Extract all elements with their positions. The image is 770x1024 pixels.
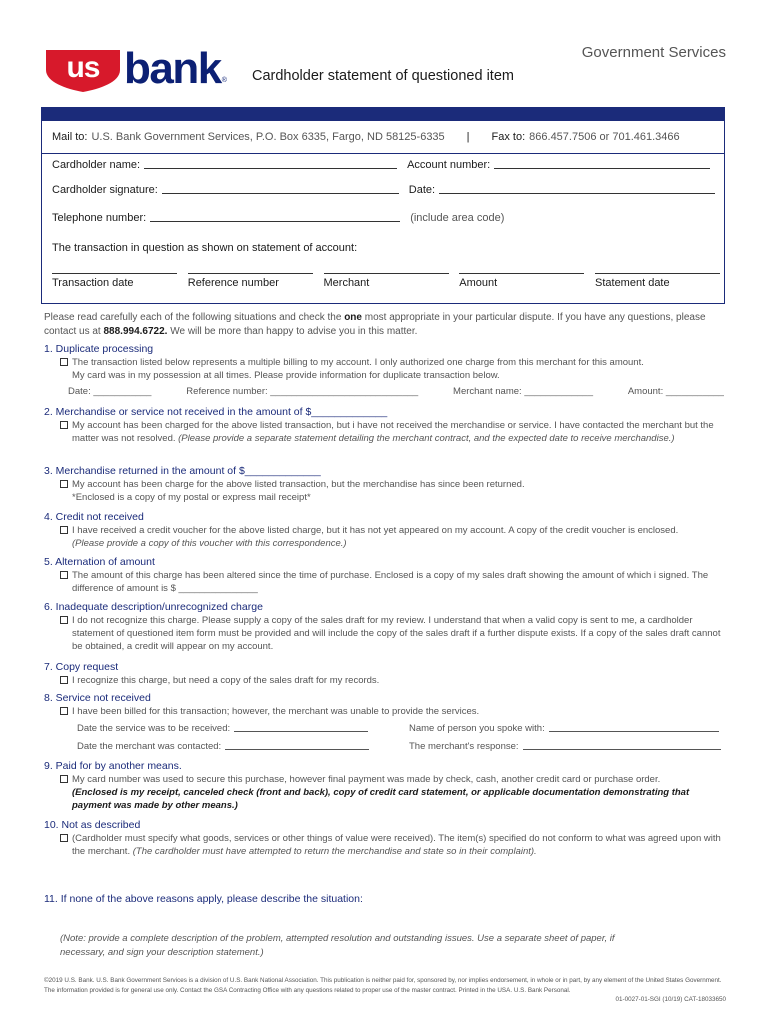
duplicate-date-field[interactable]: Date: ___________: [68, 386, 152, 397]
logo-bank-wordmark: bank: [124, 44, 221, 93]
reason-checkbox[interactable]: [60, 616, 68, 624]
service-received-row: [77, 723, 374, 734]
reason-checkbox[interactable]: [60, 421, 68, 429]
duplicate-reference-field[interactable]: Reference number: ____________________________: [186, 386, 419, 397]
reason-body: [60, 524, 728, 550]
transaction-columns: [52, 273, 720, 289]
person-spoke-field[interactable]: [549, 731, 719, 732]
person-spoke-row: [409, 723, 725, 734]
area-code-note: (include area code): [410, 212, 505, 224]
duplicate-merchant-field[interactable]: Merchant name: _____________: [453, 386, 593, 397]
row-telephone: [52, 212, 718, 224]
reason-italic-text: (Please provide a copy of this voucher with this correspondence.): [72, 538, 347, 549]
account-number-field[interactable]: [494, 168, 710, 169]
page-title: Cardholder statement of questioned item: [252, 68, 514, 84]
reason-text: I recognize this charge, but need a copy of the sales draft for my records.: [72, 675, 380, 686]
reason-title: 4. Credit not received: [44, 511, 144, 523]
footer-line-1: ©2019 U.S. Bank. U.S. Bank Government Services is a division of U.S. Bank National Association. This publication is neither paid for, sponsored by, nor implies endorsement, in whole or in part, by any element of the United States Government.: [44, 977, 722, 984]
reason-checkbox[interactable]: [60, 526, 68, 534]
fax-number: 866.457.7506 or 701.461.3466: [529, 131, 680, 143]
cardholder-form: [41, 107, 725, 304]
merchant-response-row: [409, 741, 727, 752]
service-received-field[interactable]: [234, 731, 368, 732]
registered-mark: ®: [221, 77, 227, 84]
reason-text-2: *Enclosed is a copy of my postal or express mail receipt*: [72, 492, 311, 503]
mail-separator: |: [466, 131, 470, 143]
reason-checkbox[interactable]: [60, 676, 68, 684]
reason-text: My card number was used to secure this purchase, however final payment was made by check, cash, another credit card or purchase order.: [72, 774, 661, 785]
date-field[interactable]: [439, 193, 715, 194]
reason-merchandise-returned: [44, 464, 728, 504]
merchant-contacted-label: Date the merchant was contacted:: [77, 741, 222, 752]
transaction-date-column[interactable]: Transaction date: [52, 273, 177, 289]
telephone-field[interactable]: [150, 221, 400, 222]
reason-alteration-of-amount: [44, 555, 728, 595]
transaction-heading: The transaction in question as shown on statement of account:: [52, 242, 358, 254]
reason-checkbox[interactable]: [60, 834, 68, 842]
svg-text:us: us: [66, 51, 100, 84]
reason-title: 7. Copy request: [44, 661, 119, 673]
reason-paid-other-means: [44, 759, 728, 812]
reason-copy-request: [44, 660, 728, 687]
reason-checkbox[interactable]: [60, 480, 68, 488]
reason-text: My account has been charge for the above listed transaction, but the merchandise has since been returned.: [72, 479, 525, 490]
reference-number-column[interactable]: Reference number: [188, 273, 313, 289]
intro-text-b: most appropriate in your particular dispute. If you have any questions, please contact us at: [44, 312, 706, 337]
reason-note-text: (Note: provide a complete description of the problem, attempted resolution and outstanding issues. Use a separate sheet of paper, if necessary, and sign your description statement.): [60, 933, 615, 958]
merchant-column[interactable]: Merchant: [324, 273, 449, 289]
us-shield-icon: [44, 46, 122, 92]
reason-title: 2. Merchandise or service not received in the amount of $_____________: [44, 406, 388, 418]
us-bank-logo: [44, 46, 227, 92]
reason-title: 6. Inadequate description/unrecognized charge: [44, 601, 263, 613]
form-code: 01-0027-01-SGI (10/19) CAT-18033650: [615, 996, 726, 1003]
telephone-label: Telephone number:: [52, 212, 147, 224]
intro-text-c: We will be more than happy to advise you in this matter.: [167, 325, 418, 337]
reason-title: 1. Duplicate processing: [44, 343, 154, 355]
reason-credit-not-received: [44, 510, 728, 550]
reason-text: I have received a credit voucher for the above listed charge, but it has not yet appeared on my account. A copy of the credit voucher is enclosed.: [72, 525, 679, 536]
merchant-response-field[interactable]: [523, 749, 721, 750]
reason-text: (Cardholder must specify what goods, services or other things of value were received). The item(s) specified do not conform to what was agreed upon with the merchant.: [72, 833, 721, 857]
instructions-paragraph: [44, 311, 728, 338]
person-spoke-label: Name of person you spoke with:: [409, 723, 545, 734]
contact-phone: 888.994.6722.: [103, 325, 168, 337]
reason-text: My account has been charged for the above listed transaction, but i have not received the merchandise or service. I have contacted the merchant but the matter was not resolved.: [72, 420, 714, 444]
fax-to-label: Fax to:: [491, 131, 526, 143]
duplicate-amount-field[interactable]: Amount: ___________: [627, 386, 724, 397]
cardholder-name-field[interactable]: [144, 168, 397, 169]
reason-checkbox[interactable]: [60, 358, 68, 366]
reason-text-2: My card was in my possession at all times. Please provide information for duplicate transaction below.: [72, 370, 500, 381]
reason-text: The transaction listed below represents a multiple billing to my account. I only authorized one charge from this merchant for this amount.: [72, 357, 644, 368]
service-received-label: Date the service was to be received:: [77, 723, 231, 734]
reason-checkbox[interactable]: [60, 707, 68, 715]
date-label: Date:: [408, 184, 436, 196]
reason-title: 9. Paid for by another means.: [44, 760, 182, 772]
row-name-account: [52, 159, 718, 171]
reason-other: [44, 892, 728, 906]
reason-merchandise-not-received: [44, 405, 728, 445]
reason-body: [60, 832, 728, 858]
reason-body: [60, 674, 728, 687]
form-header-bar: [42, 108, 724, 121]
reason-text: I have been billed for this transaction; however, the merchant was unable to provide the services.: [72, 706, 480, 717]
account-number-label: Account number:: [407, 159, 491, 171]
intro-bold-one: one: [344, 312, 362, 323]
reason-unrecognized-charge: [44, 600, 728, 653]
merchant-contacted-row: [77, 741, 375, 752]
merchant-response-label: The merchant's response:: [409, 741, 519, 752]
mail-to-address: U.S. Bank Government Services, P.O. Box 6335, Fargo, ND 58125-6335: [91, 131, 445, 143]
reason-checkbox[interactable]: [60, 775, 68, 783]
reason-title: 11. If none of the above reasons apply, please describe the situation:: [44, 893, 363, 905]
signature-field[interactable]: [162, 193, 399, 194]
duplicate-fill-row: [68, 386, 724, 397]
statement-date-column[interactable]: Statement date: [595, 273, 720, 289]
reason-title: 10. Not as described: [44, 819, 141, 831]
reason-body: [60, 773, 728, 812]
reason-body: [60, 569, 728, 595]
reason-text: I do not recognize this charge. Please supply a copy of the sales draft for my review. I understand that when a valid copy is sent to me, a cardholder statement of questioned item form must be provided and will include the copy of the sales draft if a further dispute exists. If a copy of the sales draft cannot be obtained, a credit will appear on my account.: [72, 615, 721, 652]
reason-service-not-received: [44, 691, 728, 718]
reason-text: The amount of this charge has been altered since the time of purchase. Enclosed is a copy of my sales draft showing the amount of which i signed. The difference of amount is $ _______________: [72, 570, 709, 594]
government-services-title: Government Services: [581, 44, 726, 61]
reason-body: [60, 419, 728, 445]
reason-bold-italic-text: (Enclosed is my receipt, canceled check (front and back), copy of credit card statement, or applicable documentation demonstrating that payment was made by other means.): [72, 787, 690, 811]
reason-italic-text: (Please provide a separate statement detailing the merchant contract, and the expected date to receive merchandise.): [178, 433, 675, 444]
reason-duplicate-processing: [44, 342, 728, 382]
reason-body: [60, 614, 728, 653]
signature-label: Cardholder signature:: [52, 184, 158, 196]
cardholder-name-label: Cardholder name:: [52, 159, 141, 171]
intro-text-a: Please read carefully each of the following situations and check the: [44, 312, 345, 323]
amount-column[interactable]: Amount: [459, 273, 584, 289]
reason-title: 3. Merchandise returned in the amount of $_____________: [44, 465, 321, 477]
footer-line-2: The information provided is for general use only. Contact the GSA Contracting Office with any questions related to proper use of the master contract. Printed in the USA. U.S. Bank Personal.: [44, 987, 571, 994]
mail-to-label: Mail to:: [52, 131, 88, 143]
reason-body: [60, 705, 728, 718]
reason-body: [60, 356, 728, 382]
footer-disclaimer: [44, 976, 728, 996]
reason-checkbox[interactable]: [60, 571, 68, 579]
row-signature-date: [52, 184, 718, 196]
reason-title: 8. Service not received: [44, 692, 151, 704]
reason-not-as-described: [44, 818, 728, 858]
reason-italic-text: (The cardholder must have attempted to return the merchandise and state so in their complaint).: [132, 846, 537, 857]
merchant-contacted-field[interactable]: [225, 749, 369, 750]
reason-title: 5. Alternation of amount: [44, 556, 155, 568]
mail-to-row: [42, 121, 724, 154]
reason-other-note: [60, 932, 660, 959]
reason-body: [60, 478, 728, 504]
